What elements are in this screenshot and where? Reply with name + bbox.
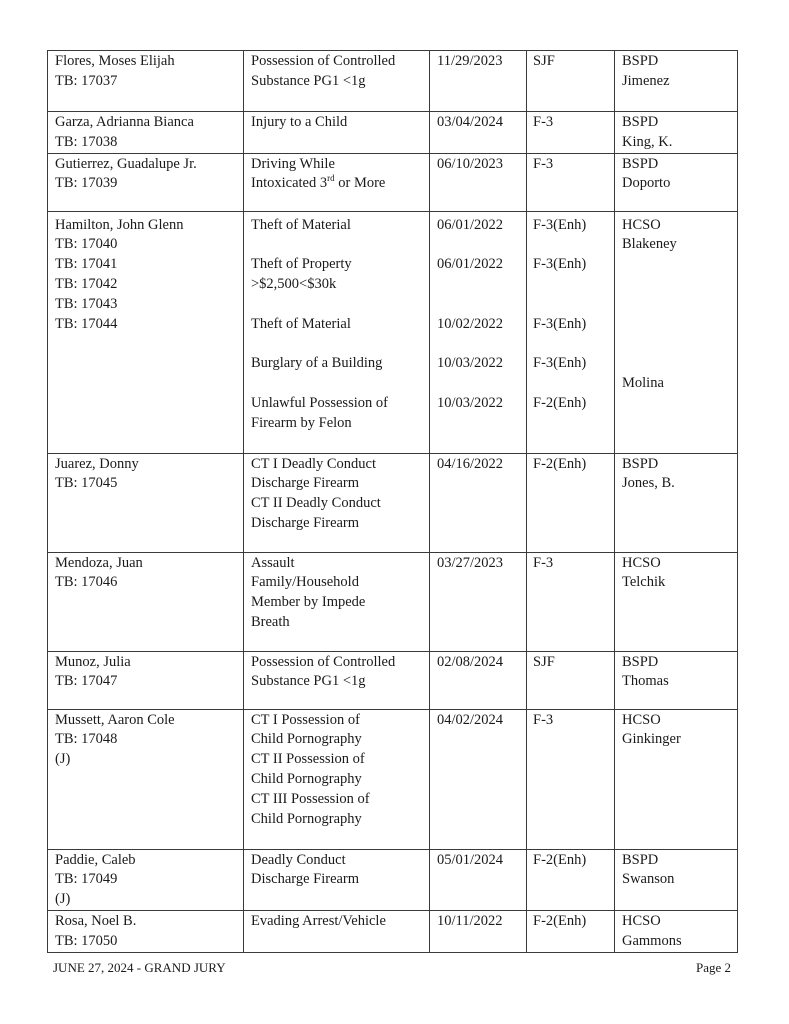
agency-cell — [615, 153, 738, 211]
officer: Jimenez — [622, 72, 670, 89]
officer: Doporto — [622, 175, 671, 192]
agency: BSPD — [622, 114, 659, 130]
agency-cell — [615, 211, 738, 453]
defendant-cell — [48, 910, 244, 952]
offense-text: Injury to a Child — [251, 114, 348, 130]
agency: BSPD — [622, 455, 659, 472]
offense-text: Discharge Firearm — [251, 475, 360, 492]
level-cell: F-3 — [527, 709, 615, 849]
date-cell: 03/27/2023 — [430, 552, 527, 651]
date-cell: 03/04/2024 — [430, 112, 527, 154]
agency-cell — [615, 849, 738, 910]
officer: Thomas — [622, 673, 669, 690]
offense-cell — [244, 153, 430, 211]
table-row — [48, 709, 738, 849]
tb-number: TB: 17038 — [55, 133, 118, 150]
tb-number: TB: 17049 — [55, 871, 118, 888]
table-row — [48, 552, 738, 651]
defendant-cell — [48, 51, 244, 112]
defendant-name: Hamilton, John Glenn — [55, 216, 184, 233]
offense-text: CT II Deadly Conduct — [251, 495, 381, 512]
agency-cell — [615, 709, 738, 849]
date-cell: 11/29/2023 — [430, 51, 527, 112]
agency-cell — [615, 651, 738, 709]
offense-text: Discharge Firearm — [251, 871, 360, 888]
offense-text: Firearm by Felon — [251, 414, 352, 431]
tb-number: TB: 17044 — [55, 315, 118, 332]
defendant-cell — [48, 153, 244, 211]
offense-text: Breath — [251, 613, 290, 630]
level-cell: F-2(Enh) — [527, 453, 615, 552]
agency-cell — [615, 552, 738, 651]
level-cell: SJF — [527, 651, 615, 709]
agency: BSPD — [622, 155, 659, 172]
table-row — [48, 849, 738, 910]
date-cell: 02/08/2024 — [430, 651, 527, 709]
tb-number: TB: 17043 — [55, 295, 118, 312]
offense-cell — [244, 910, 430, 952]
level-cell: F-3 — [527, 153, 615, 211]
defendant-name: Mussett, Aaron Cole — [55, 711, 175, 728]
defendant-cell — [48, 849, 244, 910]
level-cell: F-2(Enh) — [527, 910, 615, 952]
agency-cell — [615, 910, 738, 952]
defendant-name: Paddie, Caleb — [55, 851, 136, 868]
officer: Gammons — [622, 932, 682, 949]
tb-number: TB: 17042 — [55, 275, 118, 292]
officer: Ginkinger — [622, 731, 681, 748]
offense-text: >$2,500<$30k — [251, 275, 337, 292]
date-cell — [430, 211, 527, 453]
offense-text: Possession of Controlled — [251, 653, 396, 670]
agency: BSPD — [622, 53, 659, 69]
tb-number: TB: 17045 — [55, 475, 118, 492]
officer: Swanson — [622, 871, 675, 888]
offense-text: Family/Household — [251, 574, 359, 591]
agency: HCSO — [622, 912, 661, 929]
tb-number: TB: 17046 — [55, 574, 118, 591]
defendant-cell — [48, 112, 244, 154]
level-cell: F-2(Enh) — [527, 849, 615, 910]
agency: BSPD — [622, 653, 659, 670]
offense-level: F-3(Enh) — [533, 355, 587, 372]
level-cell — [527, 211, 615, 453]
offense-cell — [244, 112, 430, 154]
agency: HCSO — [622, 554, 661, 571]
offense-level: F-3(Enh) — [533, 216, 587, 233]
officer: Telchik — [622, 574, 666, 591]
page-number: Page 2 — [695, 960, 731, 975]
date-cell: 06/10/2023 — [430, 153, 527, 211]
offense-text: CT III Possession of — [251, 790, 370, 807]
offense-cell — [244, 709, 430, 849]
defendant-name: Flores, Moses Elijah — [55, 53, 175, 69]
offense-text: Member by Impede — [251, 594, 366, 611]
offense-cell — [244, 552, 430, 651]
offense-cell — [244, 849, 430, 910]
agency: BSPD — [622, 851, 659, 868]
level-cell: SJF — [527, 51, 615, 112]
tb-number: TB: 17048 — [55, 731, 118, 748]
officer: Jones, B. — [622, 475, 675, 492]
agency-cell — [615, 51, 738, 112]
offense-text: Theft of Property — [251, 256, 352, 273]
offense-text: CT I Deadly Conduct — [251, 455, 376, 472]
agency: HCSO — [622, 711, 661, 728]
offense-text: Child Pornography — [251, 810, 362, 827]
defendant-name: Juarez, Donny — [55, 455, 139, 472]
offense-date: 10/03/2022 — [437, 394, 504, 411]
table-row — [48, 112, 738, 154]
offense-cell — [244, 51, 430, 112]
offense-text: Child Pornography — [251, 731, 362, 748]
offense-text: Driving While — [251, 155, 335, 172]
level-cell: F-3 — [527, 552, 615, 651]
table-row — [48, 910, 738, 952]
tb-number: TB: 17050 — [55, 932, 118, 949]
offense-text: Theft of Material — [251, 315, 351, 332]
offense-text: Assault — [251, 554, 295, 571]
agency-cell — [615, 453, 738, 552]
offense-cell — [244, 211, 430, 453]
footer-date-label: JUNE 27, 2024 - GRAND JURY — [53, 960, 226, 975]
offense-text: Discharge Firearm — [251, 514, 360, 531]
offense-level: F-2(Enh) — [533, 394, 587, 411]
table-row — [48, 453, 738, 552]
offense-cell — [244, 651, 430, 709]
table-row — [48, 651, 738, 709]
offense-level: F-3(Enh) — [533, 256, 587, 273]
table-row — [48, 51, 738, 112]
offense-text: Unlawful Possession of — [251, 394, 388, 411]
agency: HCSO — [622, 216, 661, 233]
date-cell: 10/11/2022 — [430, 910, 527, 952]
offense-text: Evading Arrest/Vehicle — [251, 912, 386, 929]
offense-text: CT II Possession of — [251, 751, 365, 768]
offense-text: CT I Possession of — [251, 711, 360, 728]
tb-number: TB: 17040 — [55, 236, 118, 253]
defendant-cell — [48, 453, 244, 552]
defendant-name: Rosa, Noel B. — [55, 912, 137, 929]
officer: King, K. — [622, 133, 673, 150]
offense-text: Child Pornography — [251, 770, 362, 787]
tb-number: TB: 17047 — [55, 673, 118, 690]
offense-level: F-3(Enh) — [533, 315, 587, 332]
tb-number: TB: 17037 — [55, 72, 118, 89]
defendant-name: Mendoza, Juan — [55, 554, 143, 571]
offense-cell — [244, 453, 430, 552]
offense-text: Burglary of a Building — [251, 355, 383, 372]
defendant-cell — [48, 709, 244, 849]
juvenile-marker: (J) — [55, 891, 71, 908]
offense-date: 10/02/2022 — [437, 315, 504, 332]
indictment-table — [47, 50, 738, 953]
date-cell: 04/02/2024 — [430, 709, 527, 849]
offense-date: 06/01/2022 — [437, 216, 504, 233]
offense-text: Deadly Conduct — [251, 851, 346, 868]
defendant-cell — [48, 651, 244, 709]
officer: Molina — [622, 374, 664, 391]
date-cell: 05/01/2024 — [430, 849, 527, 910]
defendant-name: Garza, Adrianna Bianca — [55, 114, 194, 130]
defendant-name: Gutierrez, Guadalupe Jr. — [55, 155, 197, 172]
table-row — [48, 211, 738, 453]
offense-text: Substance PG1 <1g — [251, 673, 366, 690]
offense-text: Substance PG1 <1g — [251, 72, 366, 89]
defendant-name: Munoz, Julia — [55, 653, 131, 670]
juvenile-marker: (J) — [55, 751, 71, 768]
officer: Blakeney — [622, 236, 677, 253]
offense-text: Intoxicated 3rd or More — [251, 173, 386, 192]
offense-text: Theft of Material — [251, 216, 351, 233]
tb-number: TB: 17041 — [55, 256, 118, 273]
offense-text: Possession of Controlled — [251, 53, 396, 69]
tb-number: TB: 17039 — [55, 175, 118, 192]
defendant-cell — [48, 211, 244, 453]
date-cell: 04/16/2022 — [430, 453, 527, 552]
agency-cell — [615, 112, 738, 154]
defendant-cell — [48, 552, 244, 651]
level-cell: F-3 — [527, 112, 615, 154]
offense-date: 06/01/2022 — [437, 256, 504, 273]
table-row — [48, 153, 738, 211]
offense-date: 10/03/2022 — [437, 355, 504, 372]
